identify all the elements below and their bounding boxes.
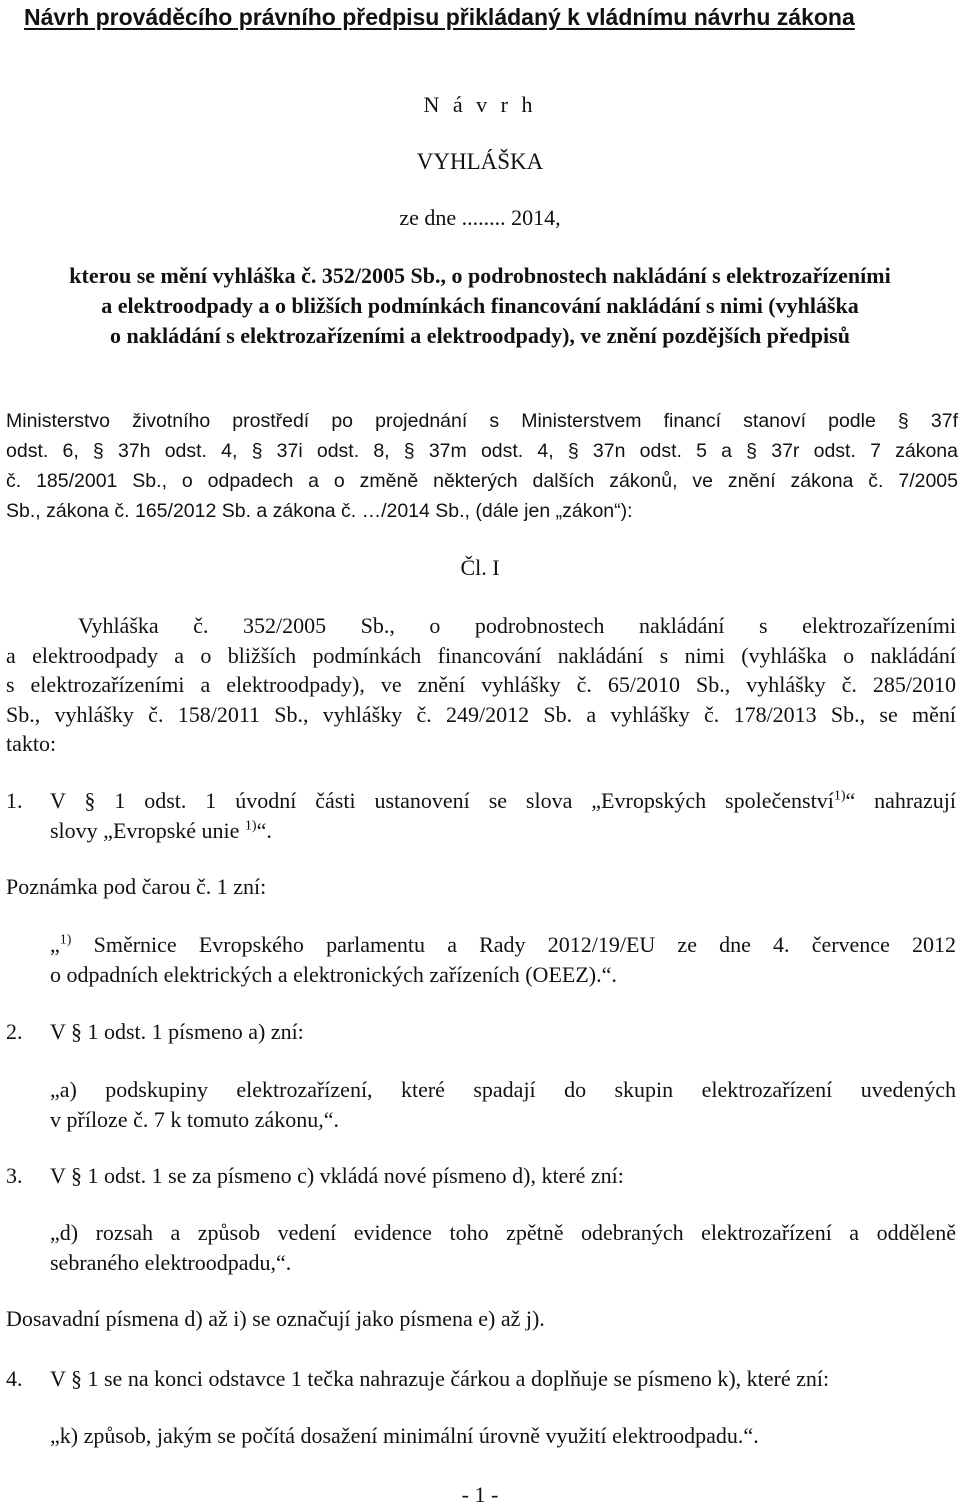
document-header-title: Návrh prováděcího právního předpisu přikládaný k vládnímu návrhu zákona xyxy=(24,4,855,30)
article-label: Čl. I xyxy=(460,555,500,580)
preamble-line: Sb., zákona č. 165/2012 Sb. a zákona č. …/2014 Sb., (dále jen „zákon“): xyxy=(6,500,633,522)
quote-line: „a) podskupiny elektrozařízení, které spadají do skupin elektrozařízení uvedených xyxy=(50,1077,956,1102)
item-3-quote xyxy=(50,1218,956,1278)
quote-line: „d) rozsah a způsob vedení evidence toho zpětně odebraných elektrozařízení a odděleně xyxy=(50,1220,956,1245)
title-line: o nakládání s elektrozařízeními a elektroodpady), ve znění pozdějších předpisů xyxy=(110,323,850,348)
footnote-ref: 1) xyxy=(833,788,846,804)
intro-line: Sb., vyhlášky č. 158/2011 Sb., vyhlášky č. 249/2012 Sb. a vyhlášky č. 178/2013 Sb., se mění xyxy=(6,701,956,727)
item-number: 2. xyxy=(6,1019,23,1044)
quote-line: „k) způsob, jakým se počítá dosažení minimální úrovně využití elektroodpadu.“. xyxy=(50,1423,759,1448)
item-line: V § 1 odst. 1 písmeno a) zní: xyxy=(50,1019,304,1044)
renumbering-note: Dosavadní písmena d) až i) se označují jako písmena e) až j). xyxy=(6,1306,545,1331)
quote-line: sebraného elektroodpadu,“. xyxy=(50,1250,292,1275)
item-4-quote xyxy=(50,1421,956,1451)
footnote-intro: Poznámka pod čarou č. 1 zní: xyxy=(6,874,267,899)
intro-line: Vyhláška č. 352/2005 Sb., o podrobnostech nakládání s elektrozařízeními xyxy=(78,613,956,638)
title-line: kterou se mění vyhláška č. 352/2005 Sb., o podrobnostech nakládání s elektrozařízeními xyxy=(69,263,891,288)
footnote-line xyxy=(50,930,956,960)
item-text xyxy=(50,1364,956,1394)
document-type: VYHLÁŠKA xyxy=(416,149,544,174)
item-number: 4. xyxy=(6,1366,23,1391)
item-2-quote xyxy=(50,1075,956,1135)
article-intro xyxy=(6,611,956,759)
document-date: ze dne ........ 2014, xyxy=(399,205,561,230)
quote-mark: „ xyxy=(50,932,60,957)
item-number: 1. xyxy=(6,788,23,813)
item-text xyxy=(50,1017,956,1047)
intro-line: a elektroodpady a o bližších podmínkách financování nakládání s nimi (vyhláška o nakládání xyxy=(6,642,956,668)
page-number: - 1 - xyxy=(461,1482,499,1507)
footnote-ref: 1) xyxy=(59,932,72,948)
footnote-line: o odpadních elektrických a elektronických zařízeních (OEEZ).“. xyxy=(50,962,617,987)
footnote-text xyxy=(50,930,956,990)
footnote-line-text: Směrnice Evropského parlamentu a Rady 2012/19/EU ze dne 4. července 2012 xyxy=(71,932,956,957)
quote-line: v příloze č. 7 k tomuto zákonu,“. xyxy=(50,1107,339,1132)
item-line-text: “ nahrazují xyxy=(845,788,957,813)
document-title xyxy=(0,261,960,351)
intro-line: takto: xyxy=(6,731,57,756)
preamble xyxy=(6,406,958,526)
item-line xyxy=(50,786,956,816)
footnote-ref: 1) xyxy=(244,818,257,834)
item-line-text: V § 1 odst. 1 úvodní části ustanovení se slova „Evropských společenství xyxy=(50,788,834,813)
item-line: V § 1 se na konci odstavce 1 tečka nahrazuje čárkou a doplňuje se písmeno k), které zní: xyxy=(50,1366,830,1391)
preamble-line: odst. 6, § 37h odst. 4, § 37i odst. 8, § 37m odst. 4, § 37n odst. 5 a § 37r odst. 7 zákona xyxy=(6,440,958,462)
item-line-text: “. xyxy=(256,818,272,843)
preamble-line: č. 185/2001 Sb., o odpadech a o změně některých dalších zákonů, ve znění zákona č. 7/2005 xyxy=(6,470,958,492)
amendment-item-1 xyxy=(6,786,956,848)
title-line: a elektroodpady a o bližších podmínkách financování nakládání s nimi (vyhláška xyxy=(101,293,859,318)
item-line xyxy=(50,816,956,846)
item-number: 3. xyxy=(6,1163,23,1188)
item-line-text: slovy „Evropské unie xyxy=(50,818,245,843)
item-text xyxy=(50,786,956,846)
preamble-line: Ministerstvo životního prostředí po projednání s Ministerstvem financí stanoví podle § 37f xyxy=(6,410,958,432)
draft-label: N á v r h xyxy=(423,92,537,117)
intro-line: s elektrozařízeními a elektroodpady), ve znění vyhlášky č. 65/2010 Sb., vyhlášky č. 285/2010 xyxy=(6,672,956,697)
item-line: V § 1 odst. 1 se za písmeno c) vkládá nové písmeno d), které zní: xyxy=(50,1163,624,1188)
item-text xyxy=(50,1161,956,1191)
